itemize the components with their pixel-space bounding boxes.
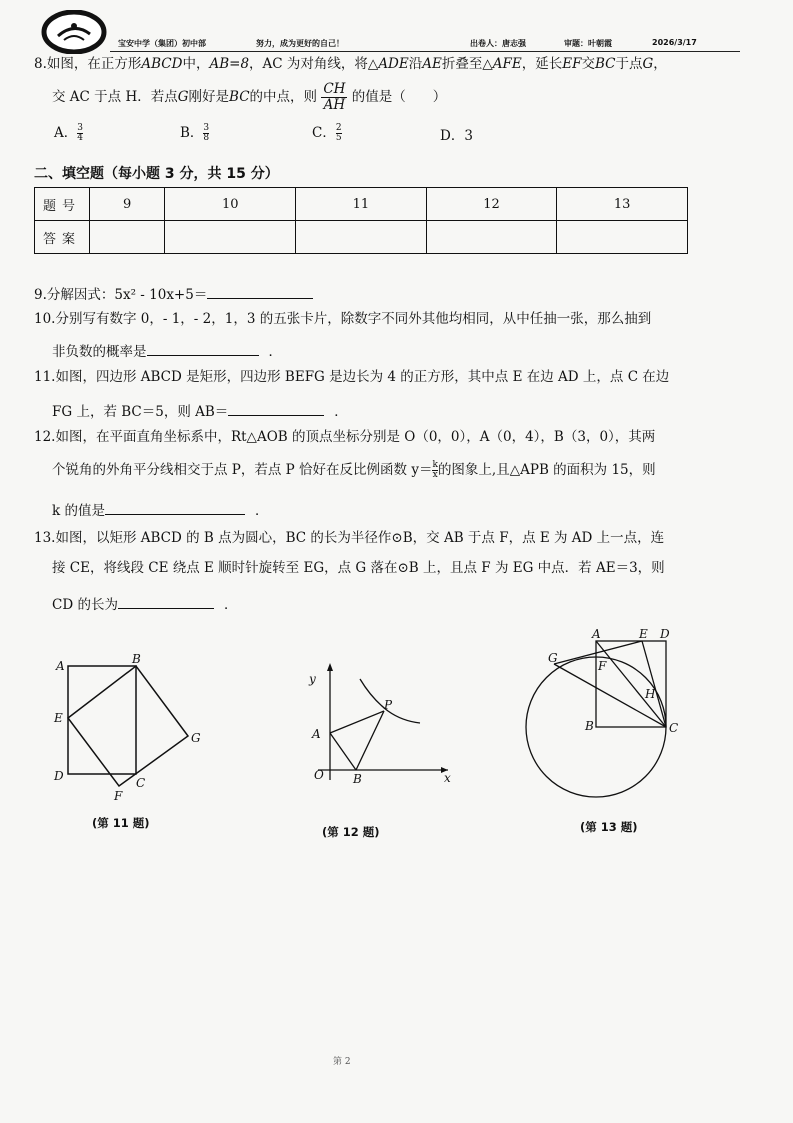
q12-line1: 12.如图，在平面直角坐标系中，Rt△AOB 的顶点坐标分别是 O（0，0），A（0，4），B（3，0），其两 xyxy=(34,429,656,445)
label-h: H xyxy=(645,687,656,701)
q9: 9.分解因式：5x² - 10x+5＝ xyxy=(34,284,313,303)
header-date: 2026/3/17 xyxy=(652,38,697,47)
label-c: C xyxy=(136,776,146,790)
figure-13 xyxy=(520,626,720,816)
answer-table xyxy=(34,187,688,254)
label-p: P xyxy=(384,698,393,712)
answer-cell[interactable] xyxy=(557,221,688,254)
label-y: y xyxy=(309,672,316,686)
q10-line1: 10.分别写有数字 0，- 1，- 2，1，3 的五张卡片，除数字不同外其他均相同，从中任抽一张，那么抽到 xyxy=(34,311,652,327)
q11-answer-blank[interactable] xyxy=(228,401,324,416)
q13-line3: CD 的长为 ． xyxy=(52,594,237,613)
table-header-cell: 答案 xyxy=(35,221,90,254)
segment-ec xyxy=(642,641,666,727)
table-col-9: 9 xyxy=(90,188,165,221)
label-g: G xyxy=(191,731,201,745)
section-title: 二、填空题（每小题 3 分，共 15 分） xyxy=(34,166,279,182)
answer-cell[interactable] xyxy=(165,221,296,254)
answer-cell[interactable] xyxy=(90,221,165,254)
q9-answer-blank[interactable] xyxy=(207,284,313,299)
table-col-12: 12 xyxy=(426,188,557,221)
q12-fraction: $\frac{k}{x}$ xyxy=(432,460,438,480)
answer-cell[interactable] xyxy=(296,221,427,254)
header-reviewer: 审题：叶朝霞 xyxy=(564,39,612,48)
q8-option-b: B． $\frac{3}{8}$ xyxy=(180,123,210,143)
q8-line2: 交 AC 于点 H．若点G刚好是BC的中点，则 $\frac{CH}{AH}$ 的值是（ ） xyxy=(52,81,447,113)
segment-ap xyxy=(330,711,384,733)
caption-fig13: (第 13 题) xyxy=(580,820,638,834)
label-f: F xyxy=(598,659,607,673)
label-b: B xyxy=(585,719,594,733)
table-row xyxy=(35,221,688,254)
label-a: A xyxy=(312,727,321,741)
figure-11 xyxy=(46,650,226,810)
header-school: 宝安中学（集团）初中部 xyxy=(118,39,206,48)
header-motto: 努力，成为更好的自己！ xyxy=(256,39,344,48)
label-a: A xyxy=(56,659,65,673)
q8-option-c: C． $\frac{2}{5}$ xyxy=(312,123,342,143)
table-header-cell: 题号 xyxy=(35,188,90,221)
table-col-10: 10 xyxy=(165,188,296,221)
q12-answer-blank[interactable] xyxy=(105,500,245,515)
label-c: C xyxy=(669,721,679,735)
label-d: D xyxy=(54,769,64,783)
q10-line2: 非负数的概率是 ． xyxy=(52,341,282,360)
q12-line3: k 的值是 ． xyxy=(52,500,268,519)
figure-12 xyxy=(298,655,468,785)
q13-answer-blank[interactable] xyxy=(118,594,214,609)
school-logo xyxy=(40,10,108,54)
label-e: E xyxy=(639,627,648,641)
table-col-11: 11 xyxy=(296,188,427,221)
q13-line1: 13.如图，以矩形 ABCD 的 B 点为圆心，BC 的长为半径作⊙B，交 AB 于点 F，点 E 为 AD 上一点，连 xyxy=(34,530,665,546)
q8-line1: 8.如图，在正方形ABCD中，AB=8，AC 为对角线，将△ADE沿AE折叠至△AFE，延长EF交BC于点G， xyxy=(34,56,667,72)
q8-option-d: D．3 xyxy=(440,128,473,144)
page-header xyxy=(30,10,790,50)
label-g: G xyxy=(548,651,558,665)
table-col-13: 13 xyxy=(557,188,688,221)
q11-line2: FG 上，若 BC＝5，则 AB＝ ． xyxy=(52,401,348,420)
label-o: O xyxy=(314,768,324,782)
q12-line2: 个锐角的外角平分线相交于点 P，若点 P 恰好在反比例函数 y＝ $\frac{k}{x}$ 的图象上,且△APB 的面积为 15，则 xyxy=(52,460,656,480)
caption-fig12: (第 12 题) xyxy=(322,825,380,839)
segment-ab xyxy=(330,733,356,770)
label-b: B xyxy=(132,652,141,666)
y-axis-arrow xyxy=(327,663,333,671)
label-b: B xyxy=(353,772,362,786)
table-row xyxy=(35,188,688,221)
segment-bp xyxy=(356,711,384,770)
diagonal-ac xyxy=(596,641,666,727)
label-a: A xyxy=(592,627,601,641)
square-befg xyxy=(68,666,188,786)
label-e: E xyxy=(54,711,63,725)
rectangle-abcd xyxy=(68,666,136,774)
header-author: 出卷人：唐志强 xyxy=(470,39,526,48)
answer-cell[interactable] xyxy=(426,221,557,254)
page-number: 第 2 xyxy=(333,1057,351,1067)
label-x: x xyxy=(444,771,451,785)
q8-fraction: $\frac{CH}{AH}$ xyxy=(323,81,346,113)
label-d: D xyxy=(660,627,670,641)
label-f: F xyxy=(114,789,123,803)
header-rule xyxy=(110,51,740,52)
q11-line1: 11.如图，四边形 ABCD 是矩形，四边形 BEFG 是边长为 4 的正方形，其中点 E 在边 AD 上，点 C 在边 xyxy=(34,369,670,385)
q10-answer-blank[interactable] xyxy=(147,341,259,356)
caption-fig11: (第 11 题) xyxy=(92,816,150,830)
q8-option-a: A． $\frac{3}{4}$ xyxy=(54,123,83,143)
q13-line2: 接 CE，将线段 CE 绕点 E 顺时针旋转至 EG，点 G 落在⊙B 上，且点 F 为 EG 中点．若 AE＝3，则 xyxy=(52,560,665,576)
